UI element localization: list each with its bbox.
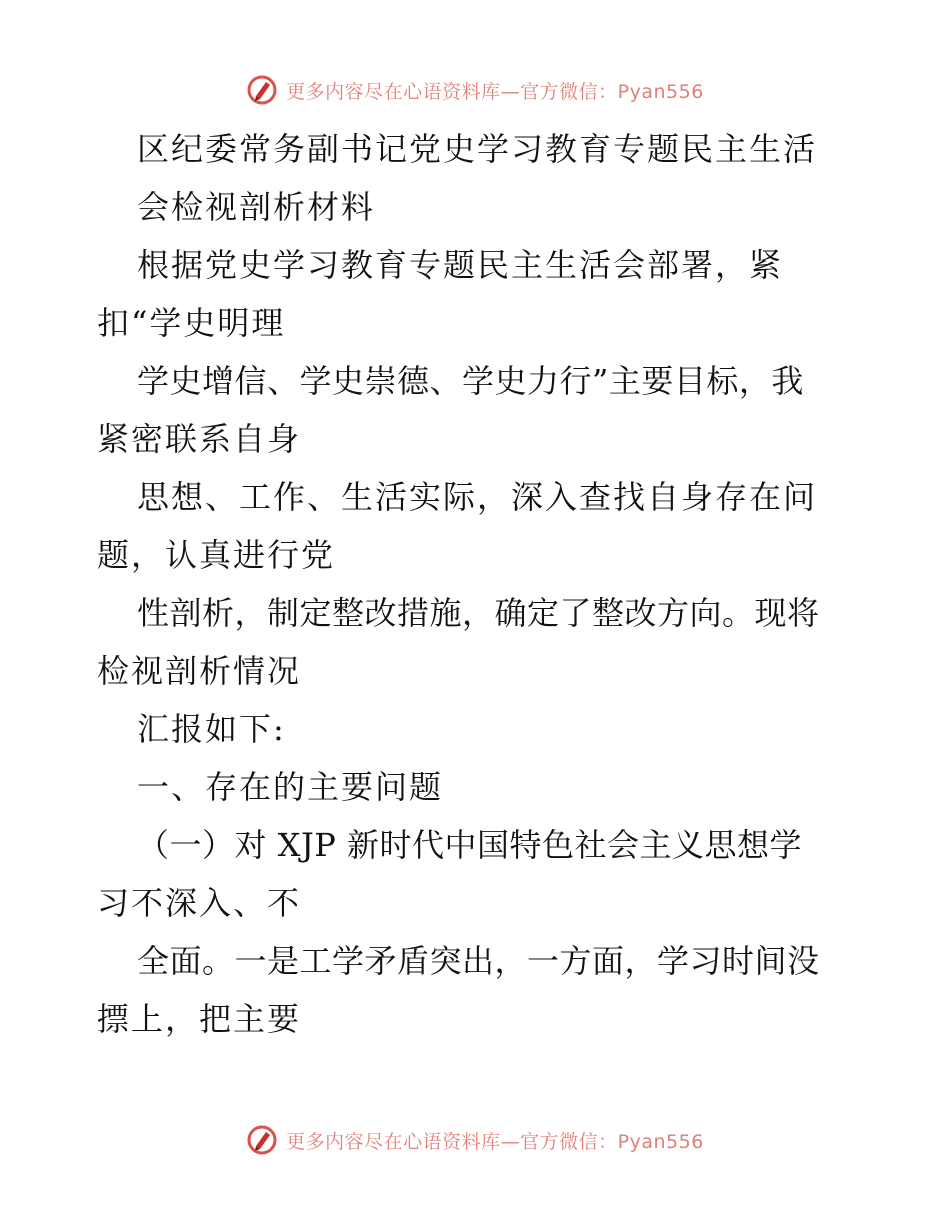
paragraph-line: 汇报如下: xyxy=(137,710,286,748)
document-body xyxy=(97,120,857,1048)
paragraph-line: 性剖析，制定整改措施，确定了整改方向。现将 xyxy=(137,594,820,632)
paragraph-line: 思想、工作、生活实际，深入查找自身存在问 xyxy=(137,478,818,516)
paragraph-line: 全面。一是工学矛盾突出，一方面，学习时间没 xyxy=(137,942,820,980)
header-watermark xyxy=(0,68,950,112)
pen-logo-icon xyxy=(246,1124,278,1156)
paragraph-line: 题，认真进行党 xyxy=(97,536,336,574)
section-heading: 一、存在的主要问题 xyxy=(137,768,444,806)
footer-watermark xyxy=(0,1118,950,1162)
paragraph-line: 紧密联系自身 xyxy=(97,420,302,458)
title-line-1: 区纪委常务副书记党史学习教育专题民主生活 xyxy=(137,130,818,168)
paragraph-line: 根据党史学习教育专题民主生活会部署，紧 xyxy=(137,246,784,284)
subsection-heading: （一）对 XJP 新时代中国特色社会主义思想学 xyxy=(137,826,802,864)
watermark-text: 更多内容尽在心语资料库—官方微信：Pyan556 xyxy=(286,1130,704,1153)
paragraph-line: 学史增信、学史崇德、学史力行”主要目标，我 xyxy=(137,362,804,400)
paragraph-line: 习不深入、不 xyxy=(97,884,302,922)
paragraph-line: 检视剖析情况 xyxy=(97,652,302,690)
title-line-2: 会检视剖析材料 xyxy=(137,188,376,226)
pen-logo-icon xyxy=(246,74,278,106)
watermark-text: 更多内容尽在心语资料库—官方微信：Pyan556 xyxy=(286,80,704,103)
paragraph-line: 扣“学史明理 xyxy=(97,304,286,342)
paragraph-line: 摽上，把主要 xyxy=(97,1000,302,1038)
